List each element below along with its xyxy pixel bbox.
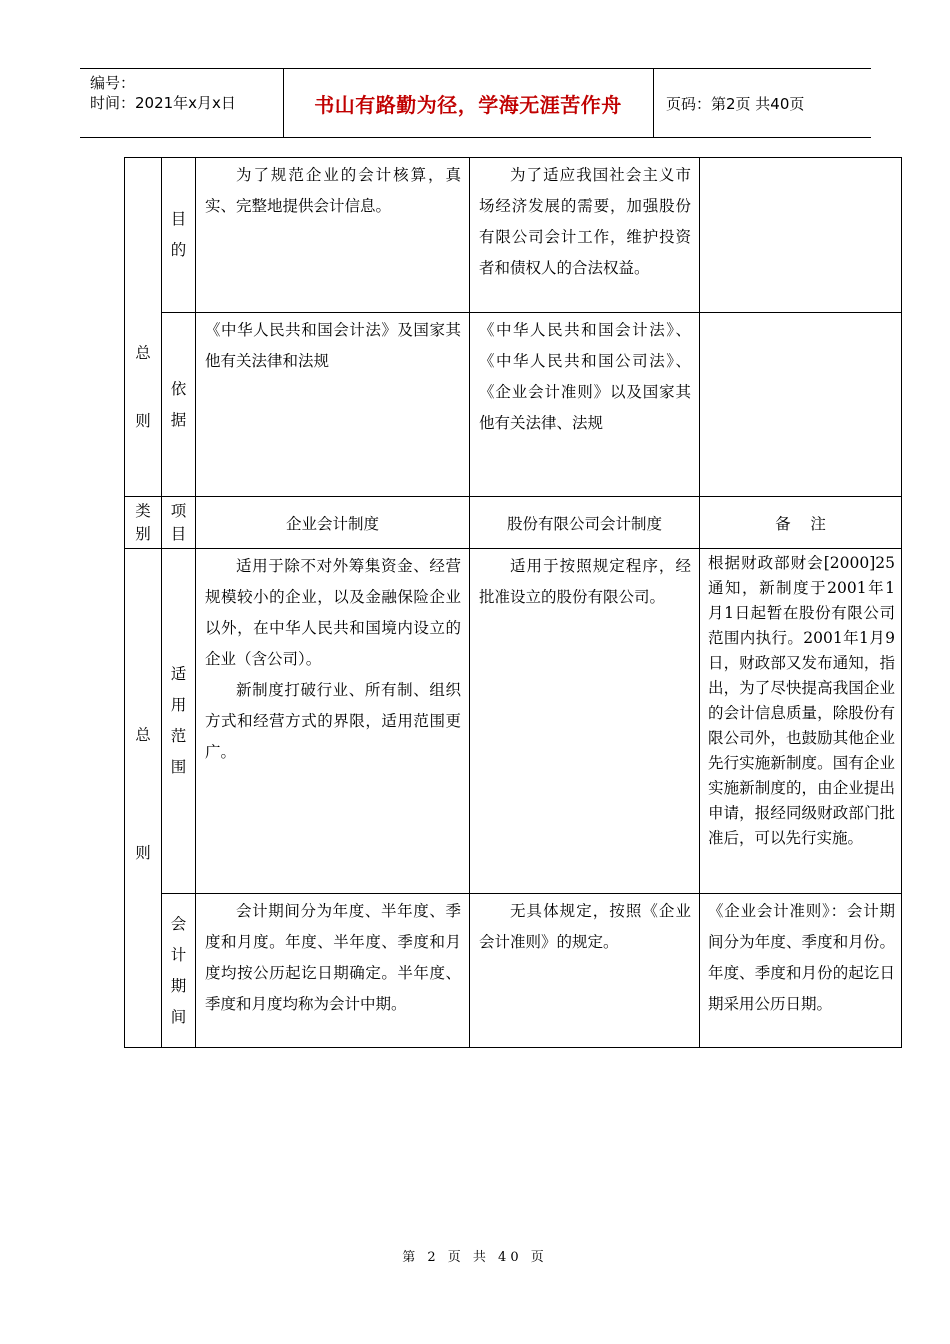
cell-enterprise-scope [196,549,470,894]
text-note-scope: 根据财政部财会[2000]25通知，新制度于2001年1月1日起暂在股份有限公司范围内执行。2001年1月9日，财政部又发布通知，指出，为了尽快提高我国企业的会计信息质量，除股份有限公司外，也鼓励其他企业先行实施新制度。国有企业实施新制度的，由企业提出申请，报经同级财政部门批准后，可以先行实施。 [708,554,895,847]
text-jointstock-purpose: 为了适应我国社会主义市场经济发展的需要，加强股份有限公司会计工作，维护投资者和债权人的合法权益。 [479,166,691,277]
category-char: 则 [135,844,151,862]
header-enterprise-system: 企业会计制度 [196,497,470,549]
table-row-basis [125,313,902,497]
item-label-char: 的 [170,241,187,259]
text-jointstock-basis: 《中华人民共和国会计法》、《中华人民共和国公司法》、《企业会计准则》以及国家其他有关法律、法规 [479,321,691,432]
item-label-basis [162,313,196,497]
text-enterprise-period: 会计期间分为年度、半年度、季度和月度。年度、半年度、季度和月度均按公历起讫日期确定。半年度、季度和月度均称为会计中期。 [205,902,461,1013]
table-row-period [125,894,902,1048]
text-enterprise-basis: 《中华人民共和国会计法》及国家其他有关法律和法规 [205,321,461,370]
category-cell-general [125,549,162,1048]
cell-enterprise-purpose [196,158,470,313]
item-label-char: 会 [170,914,187,933]
page-header [80,68,871,138]
header-meta [90,73,236,113]
header-notes: 备 注 [700,497,902,549]
cell-note-scope [700,549,902,894]
category-cell-general [125,158,162,497]
text-jointstock-scope: 适用于按照规定程序，经批准设立的股份有限公司。 [479,557,691,606]
item-label-char: 间 [170,1007,187,1026]
cell-jointstock-period [470,894,700,1048]
header-category [125,497,162,549]
cell-jointstock-purpose [470,158,700,313]
category-char: 总 [135,344,151,362]
item-label-char: 适 [170,665,187,683]
item-label-char: 围 [170,758,187,776]
item-label-period [162,894,196,1048]
document-date-label: 时间：2021年x月x日 [90,94,236,112]
text-note-basis [700,313,901,315]
header-item [162,497,196,549]
category-char: 总 [135,726,151,744]
text-note-period: 《企业会计准则》：会计期间分为年度、季度和月份。年度、季度和月份的起讫日期采用公历日期。 [708,902,895,1013]
item-label-char: 范 [170,727,187,745]
header-jointstock-system: 股份有限公司会计制度 [470,497,700,549]
cell-note-purpose [700,158,902,313]
document-number-label: 编号： [90,74,136,92]
text-enterprise-scope-p2: 新制度打破行业、所有制、组织方式和经营方式的界限，适用范围更广。 [205,681,461,761]
page-footer: 第 2 页 共 40 页 [402,1250,548,1265]
item-label-char: 目 [170,210,187,228]
header-page-indicator: 页码：第2页 共40页 [666,94,805,113]
comparison-table [124,157,902,1048]
table-row-scope [125,549,902,894]
category-char: 则 [135,412,151,430]
cell-enterprise-period [196,894,470,1048]
cell-jointstock-basis [470,313,700,497]
header-char: 别 [135,524,151,543]
item-label-char: 期 [170,976,187,995]
header-char: 目 [170,524,187,543]
table-header-row [125,497,902,549]
item-label-purpose [162,158,196,313]
text-note-purpose [700,158,901,160]
text-jointstock-period: 无具体规定，按照《企业会计准则》的规定。 [479,902,691,951]
header-motto: 书山有路勤为径，学海无涯苦作舟 [314,92,622,117]
item-label-char: 计 [170,945,187,964]
item-label-char: 依 [170,379,187,398]
table-row-purpose [125,158,902,313]
header-char: 类 [135,501,151,520]
item-label-scope [162,549,196,894]
cell-enterprise-basis [196,313,470,497]
cell-jointstock-scope [470,549,700,894]
text-enterprise-scope-p1: 适用于除不对外筹集资金、经营规模较小的企业，以及金融保险企业以外，在中华人民共和国境内设立的企业（含公司）。 [205,557,461,668]
text-enterprise-purpose: 为了规范企业的会计核算，真实、完整地提供会计信息。 [205,166,461,215]
cell-note-period [700,894,902,1048]
item-label-char: 用 [170,696,187,714]
header-divider [653,69,654,137]
cell-note-basis [700,313,902,497]
item-label-char: 据 [170,410,187,429]
header-char: 项 [170,501,187,520]
